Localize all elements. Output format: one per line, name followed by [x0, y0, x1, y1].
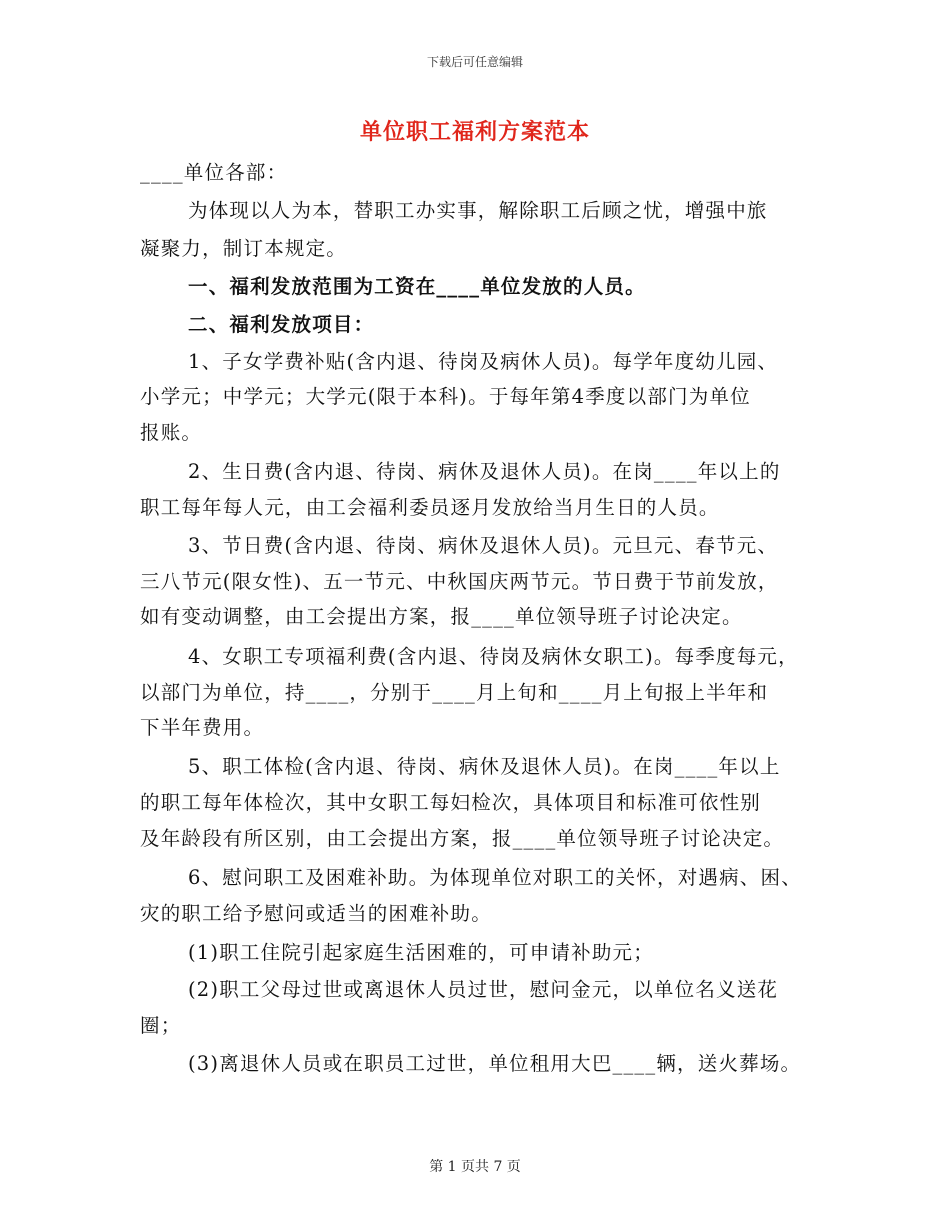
section-heading: 一、福利发放范围为工资在____单位发放的人员。	[188, 275, 646, 298]
document-title: 单位职工福利方案范本	[359, 119, 590, 145]
item-line: 的职工每年体检次，其中女职工每妇检次，具体项目和标准可依性别	[140, 791, 762, 814]
item-line: 及年龄段有所区别，由工会提出方案，报____单位领导班子讨论决定。	[140, 827, 785, 850]
item-line: 以部门为单位，持____，分别于____月上旬和____月上旬报上半年和	[140, 681, 769, 704]
page-footer: 第 1 页共 7 页	[429, 1159, 521, 1175]
item-line: 4、女职工专项福利费(含内退、待岗及病休女职工)。每季度每元，	[188, 645, 799, 668]
item-line: 如有变动调整，由工会提出方案，报____单位领导班子讨论决定。	[140, 605, 743, 628]
subitem-line: 圈；	[140, 1014, 182, 1037]
item-line: 小学元；中学元；大学元(限于本科)。于每年第4季度以部门为单位	[140, 385, 751, 408]
header-note: 下载后可任意编辑	[426, 55, 523, 69]
paragraph-line: 为体现以人为本，替职工办实事，解除职工后顾之忧，增强中旅	[188, 199, 768, 222]
subitem-line: (3)离退休人员或在职员工过世，单位租用大巴____辆，送火葬场。	[188, 1052, 802, 1075]
salutation-line: ____单位各部：	[140, 161, 288, 184]
subitem-line: (1)职工住院引起家庭生活困难的，可申请补助元；	[188, 941, 654, 964]
item-line: 1、子女学费补贴(含内退、待岗及病休人员)。每学年度幼儿园、	[188, 350, 779, 373]
item-line: 2、生日费(含内退、待岗、病休及退休人员)。在岗____年以上的	[188, 460, 781, 483]
item-line: 5、职工体检(含内退、待岗、病休及退休人员)。在岗____年以上	[188, 755, 781, 778]
paragraph-line: 凝聚力，制订本规定。	[140, 237, 348, 260]
item-line: 职工每年每人元，由工会福利委员逐月发放给当月生日的人员。	[140, 496, 720, 519]
item-line: 6、慰问职工及困难补助。为体现单位对职工的关怀，对遇病、困、	[188, 866, 802, 889]
item-line: 灾的职工给予慰问或适当的困难补助。	[140, 902, 492, 925]
item-line: 3、节日费(含内退、待岗、病休及退休人员)。元旦元、春节元、	[188, 534, 779, 557]
item-line: 报账。	[140, 421, 203, 444]
section-heading: 二、福利发放项目：	[188, 313, 375, 336]
item-line: 下半年费用。	[140, 716, 265, 739]
subitem-line: (2)职工父母过世或离退休人员过世，慰问金元，以单位名义送花	[188, 978, 779, 1001]
item-line: 三八节元(限女性)、五一节元、中秋国庆两节元。节日费于节前发放，	[140, 570, 779, 593]
